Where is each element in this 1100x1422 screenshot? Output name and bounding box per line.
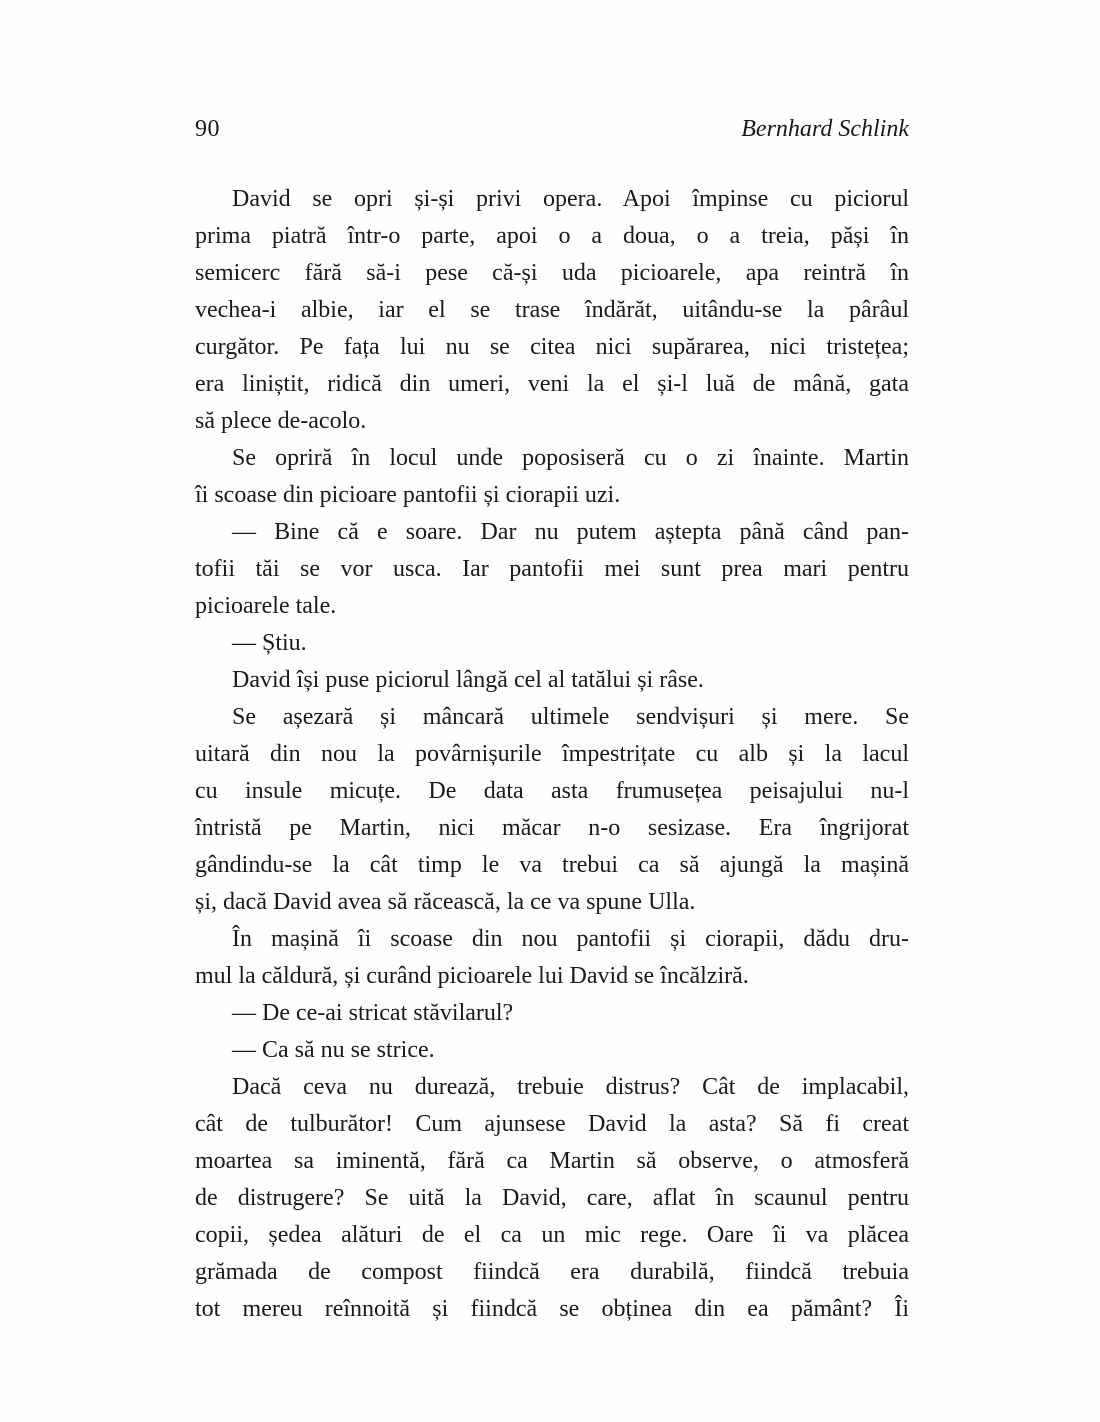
page-body [195,181,909,1328]
text-line: David își puse piciorul lângă cel al tatălui și râse. [232,667,704,693]
text-line: moartea sa iminentă, fără ca Martin să observe, o atmosferă [195,1148,909,1174]
text-line: cu insule micuțe. De data asta frumusețea peisajului nu-l [195,778,909,804]
paragraph [195,625,909,662]
text-line: prima piatră într-o parte, apoi o a doua, o a treia, păși în [195,223,909,249]
text-line: grămada de compost fiindcă era durabilă, fiindcă trebuia [195,1259,909,1285]
text-line: Dacă ceva nu durează, trebuie distrus? Cât de implacabil, [232,1074,909,1100]
page-number: 90 [195,116,220,142]
text-line: — Ca să nu se strice. [232,1037,435,1063]
text-line: — Știu. [232,630,307,656]
text-line: David se opri și-și privi opera. Apoi împinse cu piciorul [232,186,909,212]
paragraph [195,514,909,625]
text-line: cât de tulburător! Cum ajunsese David la asta? Să fi creat [195,1111,909,1137]
text-line: picioarele tale. [195,593,337,619]
paragraph [195,921,909,995]
paragraph [195,1032,909,1069]
text-line: mul la căldură, și curând picioarele lui David se încălziră. [195,963,749,989]
paragraph [195,181,909,440]
text-line: tofii tăi se vor usca. Iar pantofii mei sunt prea mari pentru [195,556,909,582]
running-header-author: Bernhard Schlink [741,116,909,142]
text-line: gândindu-se la cât timp le va trebui ca să ajungă la mașină [195,852,909,878]
text-line: era liniștit, ridică din umeri, veni la el și-l luă de mână, gata [195,371,909,397]
text-line: — Bine că e soare. Dar nu putem aștepta până când pan- [232,519,909,545]
paragraph [195,662,909,699]
text-line: uitară din nou la povârnișurile împestrițate cu alb și la lacul [195,741,909,767]
text-line: întristă pe Martin, nici măcar n-o sesizase. Era îngrijorat [195,815,909,841]
text-line: Se opriră în locul unde poposiseră cu o zi înainte. Martin [232,445,909,471]
text-line: vechea-i albie, iar el se trase îndărăt, uitându-se la pârâul [195,297,909,323]
text-line: semicerc fără să-i pese că-și uda picioarele, apa reintră în [195,260,909,286]
text-line: și, dacă David avea să răcească, la ce va spune Ulla. [195,889,696,915]
text-line: curgător. Pe fața lui nu se citea nici supărarea, nici tristețea; [195,334,909,360]
text-line: tot mereu reînnoită și fiindcă se obținea din ea pământ? Îi [195,1296,909,1322]
text-line: copii, ședea alături de el ca un mic rege. Oare îi va plăcea [195,1222,909,1248]
paragraph [195,440,909,514]
text-line: — De ce-ai stricat stăvilarul? [232,1000,514,1026]
text-line: de distrugere? Se uită la David, care, aflat în scaunul pentru [195,1185,909,1211]
running-head [195,114,909,144]
text-line: să plece de-acolo. [195,408,367,434]
text-line: Se așezară și mâncară ultimele sendvișuri și mere. Se [232,704,909,730]
text-line: În mașină îi scoase din nou pantofii și ciorapii, dădu dru- [232,926,909,952]
paragraph [195,1069,909,1328]
paragraph [195,995,909,1032]
text-line: îi scoase din picioare pantofii și ciorapii uzi. [195,482,621,508]
paragraph [195,699,909,921]
